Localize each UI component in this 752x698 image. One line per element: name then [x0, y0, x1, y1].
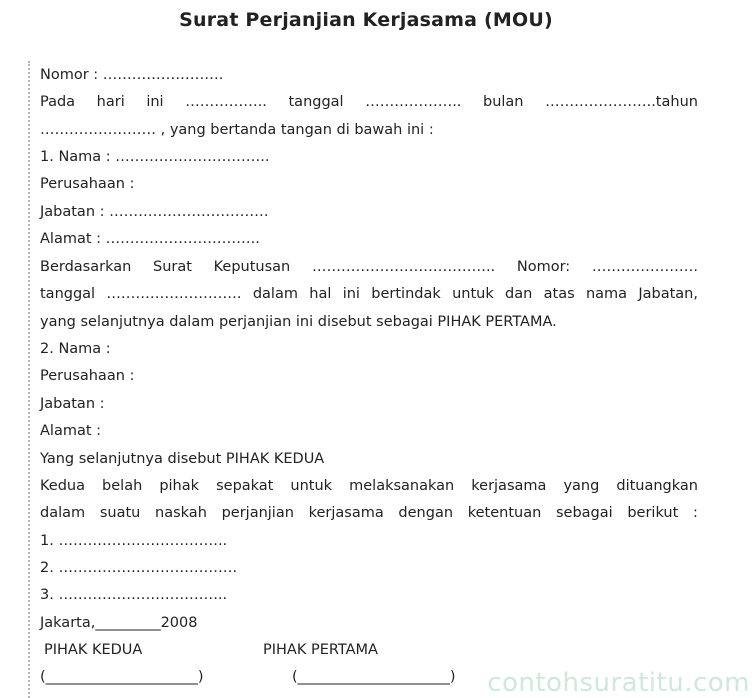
- jabatan-2-line: Jabatan :: [40, 396, 105, 412]
- word: hari: [96, 94, 125, 110]
- tahun-line: …………………… , yang bertanda tangan di bawah ini :: [40, 122, 434, 138]
- alamat-2-line: Alamat :: [40, 423, 102, 439]
- word: pihak: [159, 478, 200, 494]
- word: dalam: [252, 286, 298, 302]
- alamat-1-line: Alamat : …………………………..: [40, 231, 260, 247]
- word: untuk: [452, 286, 494, 302]
- signature-left: (_____________________): [40, 669, 204, 685]
- word: berikut: [627, 505, 679, 521]
- pada-hari-line: [40, 93, 698, 111]
- list-item-2: 2. ……………………………….: [40, 560, 238, 576]
- list-item-1: 1. ……………………………..: [40, 533, 228, 549]
- word: Jabatan,: [638, 286, 698, 302]
- word: kerjasama: [471, 478, 547, 494]
- word: perjanjian: [221, 505, 294, 521]
- word: Kedua: [40, 478, 85, 494]
- nama-1-line: 1. Nama : …………………………..: [40, 149, 270, 165]
- jabatan-1-line: Jabatan : ……………………………: [40, 204, 269, 220]
- perusahaan-2-line: Perusahaan :: [40, 368, 135, 384]
- blank-keputusan: ………………………………..: [311, 259, 496, 275]
- word: tanggal: [40, 286, 96, 302]
- word: Keputusan: [213, 259, 291, 275]
- word: Berdasarkan: [40, 259, 132, 275]
- dalam-suatu-line: [40, 504, 698, 522]
- word: ini: [342, 286, 360, 302]
- blank-tanggal: ………………..: [365, 94, 462, 110]
- blank-tanggal-keputusan: ……………………….: [106, 286, 242, 302]
- tanggal-line: [40, 285, 698, 303]
- word: :: [692, 505, 698, 521]
- word: melaksanakan: [349, 478, 455, 494]
- word: naskah: [155, 505, 207, 521]
- word: ketentuan: [467, 505, 542, 521]
- document-title: Surat Perjanjian Kerjasama (MOU): [179, 9, 553, 31]
- word: Surat: [153, 259, 192, 275]
- word: suatu: [99, 505, 141, 521]
- blank-nomor: ………………….: [591, 259, 698, 275]
- word: kerjasama: [308, 505, 384, 521]
- nomor-line: Nomor : …………………….: [40, 67, 224, 83]
- kedua-belah-line: [40, 477, 698, 495]
- blank-hari: ……………..: [185, 94, 267, 110]
- perusahaan-1-line: Perusahaan :: [40, 176, 135, 192]
- word: sebagai: [555, 505, 613, 521]
- nama-2-line: 2. Nama :: [40, 341, 111, 357]
- watermark-text: contohsuratitu.com: [487, 668, 750, 698]
- word: belah: [102, 478, 143, 494]
- word: dalam: [40, 505, 86, 521]
- letter-body: [28, 61, 700, 698]
- berdasarkan-line: [40, 258, 698, 276]
- word: Nomor:: [516, 259, 571, 275]
- word: Pada: [40, 94, 76, 110]
- word: nama: [585, 286, 628, 302]
- word: bulan: [483, 94, 524, 110]
- word: ini: [146, 94, 164, 110]
- word: dan: [505, 286, 533, 302]
- word: dituangkan: [616, 478, 698, 494]
- word: hal: [309, 286, 332, 302]
- word: bertindak: [371, 286, 441, 302]
- pihak-pertama-label: PIHAK PERTAMA: [263, 642, 378, 658]
- word: sepakat: [216, 478, 274, 494]
- word: tanggal: [288, 94, 344, 110]
- signature-right: (_____________________): [292, 669, 456, 685]
- list-item-3: 3. ……………………………..: [40, 587, 228, 603]
- word: untuk: [290, 478, 333, 494]
- place-date-line: Jakarta,_________2008: [40, 615, 198, 631]
- pihak-kedua-statement: Yang selanjutnya disebut PIHAK KEDUA: [40, 451, 325, 467]
- pihak-pertama-statement: yang selanjutnya dalam perjanjian ini disebut sebagai PIHAK PERTAMA.: [40, 314, 557, 330]
- word: yang: [563, 478, 600, 494]
- blank-bulan-tahun: …………………..tahun: [545, 94, 698, 110]
- word: dengan: [398, 505, 454, 521]
- pihak-kedua-label: PIHAK KEDUA: [44, 642, 143, 658]
- word: atas: [543, 286, 575, 302]
